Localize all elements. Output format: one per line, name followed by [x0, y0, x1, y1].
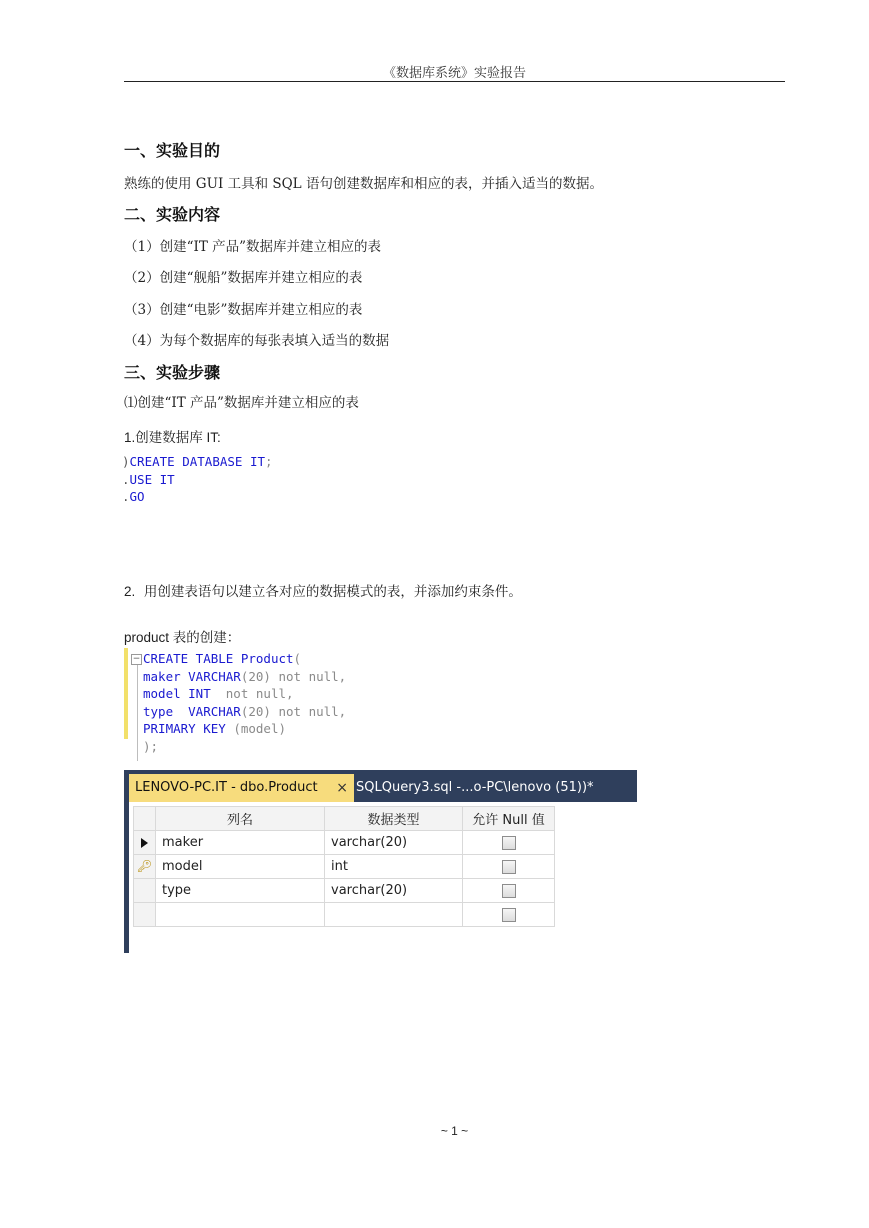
- code2-col-type: type: [143, 703, 189, 719]
- code1-line1: CREATE DATABASE IT: [129, 454, 265, 469]
- column-grid: [133, 806, 555, 927]
- header-column-name[interactable]: 列名: [156, 807, 325, 831]
- content-item-4: （4）为每个数据库的每张表填入适当的数据: [124, 333, 390, 349]
- code1-line3: GO: [129, 489, 145, 504]
- code2-type-int: INT: [188, 686, 211, 701]
- allow-null-checkbox-cell[interactable]: [463, 879, 555, 903]
- allow-null-checkbox[interactable]: [502, 884, 516, 898]
- allow-null-checkbox-cell[interactable]: [463, 831, 555, 855]
- tab-sqlquery3[interactable]: SQLQuery3.sql -...o-PC\lenovo (51))*: [356, 780, 594, 795]
- step2-number: 2.: [124, 584, 136, 599]
- allow-null-checkbox-cell[interactable]: [463, 903, 555, 927]
- code2-col-model: model: [143, 686, 189, 701]
- data-type-cell[interactable]: varchar(20): [325, 879, 463, 903]
- left-frame: [124, 802, 129, 953]
- tab-dbo-product[interactable]: [129, 774, 354, 802]
- product-label: product 表的创建：: [124, 630, 241, 645]
- row-selector-header: [134, 807, 156, 831]
- content-item-3: （3）创建“电影”数据库并建立相应的表: [124, 302, 363, 318]
- steps-subheading: ⑴创建“IT 产品”数据库并建立相应的表: [124, 395, 359, 411]
- code2-constraint: (20) not null,: [240, 668, 347, 684]
- table-row[interactable]: [134, 879, 555, 903]
- code2-create-table: CREATE TABLE: [143, 651, 234, 666]
- data-type-cell[interactable]: [325, 903, 463, 927]
- running-header: 《数据库系统》实验报告: [382, 66, 526, 81]
- header-rule: [124, 81, 785, 82]
- minus-box-icon[interactable]: −: [132, 654, 141, 664]
- code-create-database: )CREATE DATABASE IT; .USE IT .GO: [122, 454, 273, 504]
- outline-line: [137, 655, 138, 761]
- purpose-text: 熟练的使用 GUI 工具和 SQL 语句创建数据库和相应的表，并插入适当的数据。: [124, 176, 603, 192]
- table-row[interactable]: [134, 855, 555, 879]
- table-row[interactable]: [134, 831, 555, 855]
- heading-steps: 三、实验步骤: [124, 363, 221, 382]
- header-data-type[interactable]: 数据类型: [325, 807, 463, 831]
- code2-table-name: Product: [233, 651, 294, 666]
- code1-line2: USE IT: [129, 471, 175, 487]
- row-selector[interactable]: [134, 879, 156, 903]
- ssms-table-designer: [124, 770, 637, 953]
- heading-content: 二、实验内容: [124, 205, 221, 224]
- allow-null-checkbox[interactable]: [502, 908, 516, 922]
- row-selector[interactable]: [134, 903, 156, 927]
- code2-pk-column: (model): [233, 721, 286, 736]
- code2-col-maker: maker: [143, 668, 189, 684]
- column-name-cell[interactable]: maker: [156, 831, 325, 855]
- content-item-1: （1）创建“IT 产品”数据库并建立相应的表: [124, 239, 382, 255]
- step2-text: 用创建表语句以建立各对应的数据模式的表，并添加约束条件。: [143, 584, 522, 600]
- change-marker: [124, 703, 128, 739]
- arrow-right-icon: [141, 838, 148, 848]
- data-type-cell[interactable]: varchar(20): [325, 831, 463, 855]
- step2-paragraph: [124, 580, 522, 600]
- data-type-cell[interactable]: int: [325, 855, 463, 879]
- code2-close: );: [143, 738, 159, 754]
- row-selector[interactable]: [134, 831, 156, 855]
- code2-constraint: (20) not null,: [240, 703, 347, 719]
- column-name-cell[interactable]: type: [156, 879, 325, 903]
- key-icon: 🔑︎: [136, 859, 153, 873]
- allow-null-checkbox[interactable]: [502, 860, 516, 874]
- column-name-cell[interactable]: model: [156, 855, 325, 879]
- row-selector[interactable]: [134, 855, 156, 879]
- step1-label: 1.创建数据库 IT:: [124, 430, 221, 445]
- code2-type-varchar: VARCHAR: [188, 703, 241, 719]
- code-create-table: [143, 650, 346, 755]
- heading-purpose: 一、实验目的: [124, 141, 221, 160]
- column-name-cell[interactable]: [156, 903, 325, 927]
- allow-null-checkbox[interactable]: [502, 836, 516, 850]
- code2-type-varchar: VARCHAR: [188, 668, 241, 684]
- allow-null-checkbox-cell[interactable]: [463, 855, 555, 879]
- page-number: ~ 1 ~: [440, 1124, 469, 1138]
- code2-paren: (: [293, 651, 302, 666]
- content-item-2: （2）创建“舰船”数据库并建立相应的表: [124, 270, 363, 286]
- header-allow-null[interactable]: 允许 Null 值: [463, 807, 555, 831]
- tab-dbo-product-label: LENOVO-PC.IT - dbo.Product: [135, 780, 318, 795]
- grid-header-row: [134, 807, 555, 831]
- code1-semicolon: ;: [265, 454, 273, 469]
- table-row[interactable]: [134, 903, 555, 927]
- close-icon[interactable]: ×: [336, 780, 348, 796]
- code2-primary-key: PRIMARY KEY: [143, 721, 234, 736]
- code2-constraint: not null,: [210, 686, 294, 701]
